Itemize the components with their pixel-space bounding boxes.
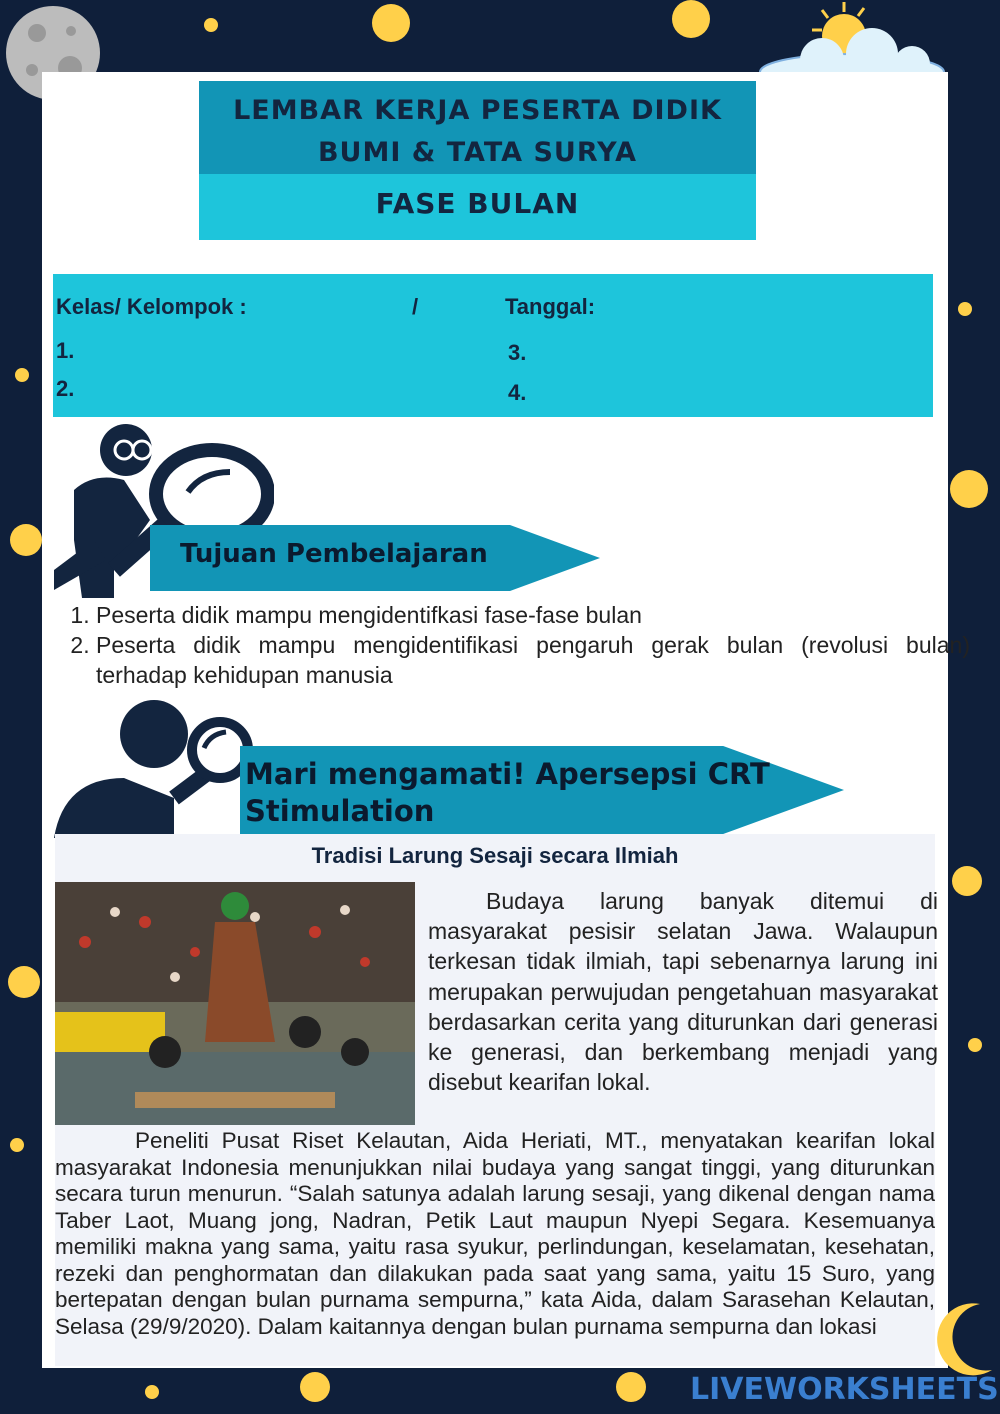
kelas-separator: /: [412, 294, 419, 319]
star-decoration: [10, 1138, 24, 1152]
star-decoration: [958, 302, 972, 316]
liveworksheets-watermark: LIVEWORKSHEETS: [690, 1372, 999, 1407]
star-decoration: [372, 4, 410, 42]
star-decoration: [616, 1372, 646, 1402]
member-3-label: 3.: [508, 340, 527, 365]
goal-item: 1. Peserta didik mampu mengidentifkasi fase-fase bulan: [96, 600, 970, 630]
star-decoration: [950, 470, 988, 508]
observer-magnifier-icon: [54, 698, 254, 838]
article-paragraph-2: Peneliti Pusat Riset Kelautan, Aida Heriati, MT., menyatakan kearifan lokal masyarakat Indonesia menunjukkan nilai budaya yang sangat tinggi, yang diturunkan secara turun menurun. “Salah satunya adalah larung sesaji, yang dikenal dengan nama Taber Laot, Muang jong, Nadran, Petik Laut maupun Nyepi Segara. Kesemuanya memiliki makna yang sama, yaitu rasa syukur, perlindungan, keselamatan, kesehatan, rezeki dan penghormatan dan dilakukan pada saat yang sama, yaitu 15 Suro, yang bertepatan dengan bulan purnama sempurna,” kata Aida, dalam Sarasehan Kelautan, Selasa (29/9/2020). Dalam kaitannya dengan bulan purnama sempurna dan lokasi: [55, 1128, 935, 1339]
star-decoration: [10, 524, 42, 556]
member-1-label: 1.: [56, 338, 75, 363]
member-4-label: 4.: [508, 380, 527, 405]
header-banner: [199, 81, 756, 174]
kelas-label: Kelas/ Kelompok :: [56, 294, 247, 319]
star-decoration: [672, 0, 710, 38]
header-title-line2: BUMI & TATA SURYA: [317, 137, 638, 168]
crescent-moon-icon: [930, 1300, 1000, 1380]
member-2-label: 2.: [56, 376, 75, 401]
goals-title: Tujuan Pembelajaran: [180, 539, 488, 569]
article-paragraph-1: Budaya larung banyak ditemui di masyarakat pesisir selatan Jawa. Walaupun terkesan tidak ilmiah, tapi sebenarnya larung ini merupakan perwujudan pengetahuan masyarakat berdasarkan cerita yang diturunkan dari generasi ke generasi, dan berkembang menjadi yang disebut kearifan lokal.: [428, 888, 938, 1096]
star-decoration: [968, 1038, 982, 1052]
goals-list: [60, 600, 970, 690]
star-decoration: [300, 1372, 330, 1402]
goal-item: 2. Peserta didik mampu mengidentifikasi pengaruh gerak bulan (revolusi bulan) terhadap kehidupan manusia: [96, 630, 970, 690]
star-decoration: [145, 1385, 159, 1399]
star-decoration: [15, 368, 29, 382]
article-title: Tradisi Larung Sesaji secara Ilmiah: [311, 843, 679, 868]
header-subtitle-banner: [199, 174, 756, 240]
larung-ceremony-photo: [55, 882, 415, 1125]
header-title-line1: LEMBAR KERJA PESERTA DIDIK: [233, 95, 722, 126]
observe-title: Mari mengamati! Apersepsi CRT Stimulation: [245, 757, 770, 828]
header-subtitle: FASE BULAN: [375, 187, 580, 220]
star-decoration: [952, 866, 982, 896]
star-decoration: [8, 966, 40, 998]
tanggal-label: Tanggal:: [505, 294, 596, 319]
star-decoration: [204, 18, 218, 32]
